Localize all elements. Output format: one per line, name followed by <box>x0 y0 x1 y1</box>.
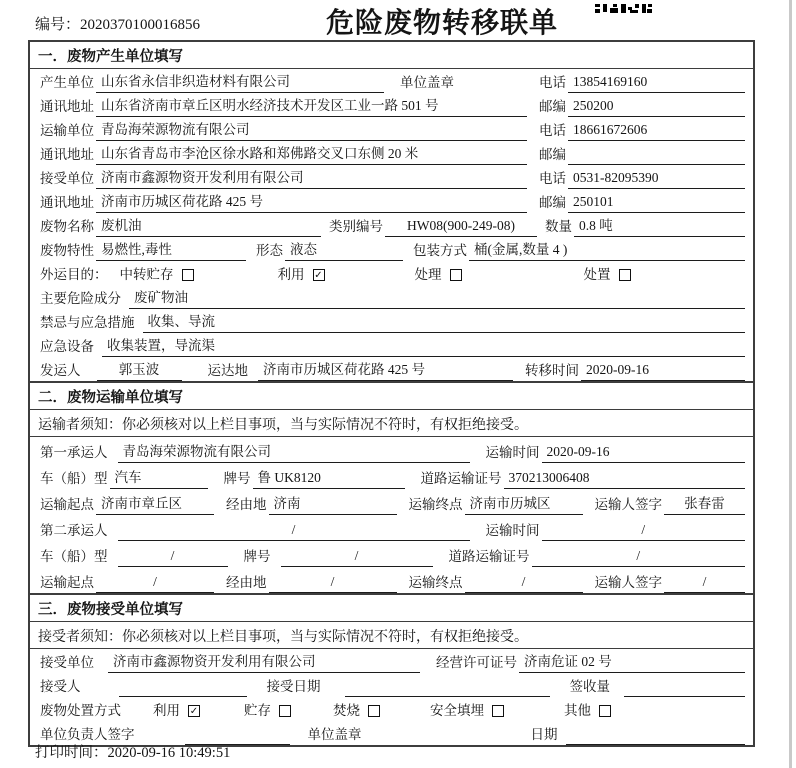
first-carrier-label: 第一承运人 <box>40 445 108 460</box>
producer-unit-value: 山东省永信非织造材料有限公司 <box>96 70 384 93</box>
receiver-person-row <box>30 673 753 697</box>
consignor-row <box>30 357 753 381</box>
waste-name-value: 废机油 <box>96 214 321 237</box>
plate1-label: 牌号 <box>223 471 251 486</box>
purpose-treat-label: 处理 <box>414 267 442 282</box>
transfer-purpose-label: 外运目的： <box>40 267 108 282</box>
origin1-label: 运输起点 <box>40 497 94 512</box>
receiver-zip-label: 邮编 <box>539 195 566 210</box>
second-carrier-row <box>30 515 753 541</box>
vehicle1-value: 汽车 <box>110 466 208 489</box>
emergency-equipment-label: 应急设备 <box>40 339 94 354</box>
road-permit2-label: 道路运输证号 <box>448 549 530 564</box>
disposal-landfill-label: 安全填埋 <box>430 703 484 718</box>
transfer-time-value: 2020-09-16 <box>581 362 745 381</box>
unit-seal-label: 单位盖章 <box>400 75 454 90</box>
receiving-unit-value: 济南市鑫源物资开发利用有限公司 <box>108 650 420 673</box>
receiving-unit-label: 接受单位 <box>40 655 94 670</box>
license-no-value: 济南危证 02 号 <box>519 650 745 673</box>
quantity-value: 0.8 吨 <box>574 214 745 237</box>
transporter-zip-value <box>568 162 745 165</box>
purpose-treat-checkbox <box>450 269 462 281</box>
sign2-value: / <box>664 574 745 593</box>
route1-row <box>30 489 753 515</box>
disposal-storage-label: 贮存 <box>244 703 271 718</box>
road-permit1-label: 道路运输证号 <box>420 471 502 486</box>
purpose-utilize-checkbox: ✓ <box>314 270 323 281</box>
form-state-value: 液态 <box>285 238 403 261</box>
destination-label: 运达地 <box>207 363 248 378</box>
terminal1-label: 运输终点 <box>408 497 463 512</box>
transfer-purpose-row <box>30 261 753 285</box>
disposal-other-checkbox <box>599 705 611 717</box>
purpose-option-dispose <box>582 263 631 285</box>
transport-time1-value: 2020-09-16 <box>542 444 746 463</box>
producer-address-value: 山东省济南市章丘区明水经济技术开发区工业一路 501 号 <box>96 94 527 117</box>
transfer-time-label: 转移时间 <box>525 363 579 378</box>
disposal-storage-checkbox <box>279 705 291 717</box>
document-header <box>0 0 796 40</box>
purpose-option-treat <box>413 263 462 285</box>
sign2-label: 运输人签字 <box>594 575 662 590</box>
print-time-value: 2020-09-16 10:49:51 <box>107 745 231 761</box>
plate1-value: 鲁 UK8120 <box>253 466 405 489</box>
purpose-dispose-checkbox <box>619 269 631 281</box>
producer-address-row <box>30 93 753 117</box>
receiver-address-label: 通讯地址 <box>40 195 94 210</box>
packing-value: 桶(金属,数量 4 ) <box>469 238 745 261</box>
receiver-person-value <box>119 694 247 697</box>
taboo-label: 禁忌与应急措施 <box>40 315 135 330</box>
origin2-value: / <box>96 574 214 593</box>
sign1-label: 运输人签字 <box>594 497 662 512</box>
vehicle2-row <box>30 541 753 567</box>
producer-zip-value: 250200 <box>568 98 745 117</box>
vehicle2-value: / <box>118 548 228 567</box>
receiver-person-label: 接受人 <box>40 679 81 694</box>
emergency-equipment-value: 收集装置，导流渠 <box>102 334 745 357</box>
terminal1-value: 济南市历城区 <box>465 492 583 515</box>
receiver-address-value: 济南市历城区荷花路 425 号 <box>96 190 527 213</box>
producer-unit-label: 产生单位 <box>40 75 94 90</box>
via1-label: 经由地 <box>226 497 267 512</box>
document-number <box>35 13 200 34</box>
purpose-transfer-storage-label: 中转贮存 <box>119 267 174 282</box>
category-no-label: 类别编号 <box>329 219 383 234</box>
via1-value: 济南 <box>269 492 397 515</box>
producer-address-label: 通讯地址 <box>40 99 94 114</box>
first-carrier-row <box>30 437 753 463</box>
vehicle1-label: 车（船）型 <box>40 471 108 486</box>
received-amount-label: 签收量 <box>569 679 610 694</box>
manifest-form <box>28 40 755 747</box>
via2-value: / <box>269 574 397 593</box>
purpose-option-utilize <box>276 263 325 285</box>
main-hazard-value: 废矿物油 <box>129 286 745 309</box>
producer-tel-label: 电话 <box>539 75 566 90</box>
transport-time2-label: 运输时间 <box>485 523 540 538</box>
date-label: 日期 <box>530 727 558 742</box>
waste-property-row <box>30 237 753 261</box>
main-hazard-row <box>30 285 753 309</box>
road-permit1-value: 370213006408 <box>504 470 746 489</box>
receiver-tel-label: 电话 <box>539 171 566 186</box>
taboo-row <box>30 309 753 333</box>
disposal-utilize-label: 利用 <box>153 703 180 718</box>
license-no-label: 经营许可证号 <box>436 655 517 670</box>
disposal-option-utilize <box>151 699 200 721</box>
purpose-utilize-label: 利用 <box>277 267 305 282</box>
receiver-zip-value: 250101 <box>568 194 745 213</box>
unit-seal2-label: 单位盖章 <box>307 727 362 742</box>
receiver-unit-label: 接受单位 <box>40 171 94 186</box>
section2-header: 二．废物运输单位填写 <box>30 381 753 410</box>
disposal-landfill-checkbox <box>492 705 504 717</box>
page-title: 危险废物转移联单 <box>325 7 559 38</box>
producer-zip-label: 邮编 <box>539 99 566 114</box>
disposal-other-label: 其他 <box>564 703 591 718</box>
disposal-option-other <box>562 699 611 721</box>
route2-row <box>30 567 753 593</box>
waste-property-label: 废物特性 <box>40 243 94 258</box>
transporter-address-label: 通讯地址 <box>40 147 94 162</box>
receiver-unit-value: 济南市鑫源物资开发利用有限公司 <box>96 166 527 189</box>
plate2-label: 牌号 <box>243 549 271 564</box>
page-edge-shadow <box>789 0 792 768</box>
category-no-value: HW08(900-249-08) <box>385 218 537 237</box>
purpose-option-transfer-storage <box>118 263 194 285</box>
transporter-address-value: 山东省青岛市李沧区徐水路和郑佛路交叉口东侧 20 米 <box>96 142 527 165</box>
emergency-equipment-row <box>30 333 753 357</box>
received-amount-value <box>624 694 745 697</box>
section3-header: 三．废物接受单位填写 <box>30 593 753 622</box>
packing-label: 包装方式 <box>413 243 467 258</box>
quantity-label: 数量 <box>545 219 572 234</box>
disposal-utilize-checkbox: ✓ <box>189 706 199 717</box>
producer-unit-row <box>30 69 753 93</box>
terminal2-label: 运输终点 <box>408 575 463 590</box>
vehicle1-row <box>30 463 753 489</box>
road-permit2-value: / <box>532 548 746 567</box>
receive-date-value <box>345 694 550 697</box>
purpose-dispose-label: 处置 <box>583 267 611 282</box>
transporter-notice: 运输者须知：你必须核对以上栏目事项，当与实际情况不符时，有权拒绝接受。 <box>30 410 753 437</box>
waste-name-label: 废物名称 <box>40 219 94 234</box>
date-value <box>566 742 746 745</box>
disposal-method-label: 废物处置方式 <box>40 703 121 718</box>
consignor-value: 郭玉波 <box>97 358 182 381</box>
second-carrier-label: 第二承运人 <box>40 523 108 538</box>
disposal-option-incinerate <box>331 699 380 721</box>
transporter-unit-row <box>30 117 753 141</box>
disposal-option-storage <box>242 699 291 721</box>
receive-date-label: 接受日期 <box>266 679 321 694</box>
receiver-tel-value: 0531-82095390 <box>568 170 745 189</box>
origin1-value: 济南市章丘区 <box>96 492 214 515</box>
transport-time1-label: 运输时间 <box>485 445 540 460</box>
disposal-incinerate-checkbox <box>368 705 380 717</box>
receiver-unit-row <box>30 165 753 189</box>
plate2-value: / <box>281 548 433 567</box>
document-number-value: 2020370100016856 <box>80 17 201 33</box>
terminal2-value: / <box>465 574 583 593</box>
transport-time2-value: / <box>542 522 746 541</box>
form-state-label: 形态 <box>256 243 283 258</box>
transporter-tel-value: 18661672606 <box>568 122 745 141</box>
vehicle2-label: 车（船）型 <box>40 549 108 564</box>
transporter-tel-label: 电话 <box>539 123 566 138</box>
transporter-unit-label: 运输单位 <box>40 123 94 138</box>
consignor-label: 发运人 <box>40 363 81 378</box>
second-carrier-value: / <box>118 522 470 541</box>
receiver-notice: 接受者须知：你必须核对以上栏目事项，当与实际情况不符时，有权拒绝接受。 <box>30 622 753 649</box>
disposal-option-landfill <box>428 699 504 721</box>
print-time-label: 打印时间： <box>35 745 108 761</box>
document-number-label: 编号： <box>35 17 81 33</box>
main-hazard-label: 主要危险成分 <box>40 291 121 306</box>
sign1-value: 张春雷 <box>664 492 745 515</box>
producer-tel-value: 13854169160 <box>568 74 745 93</box>
receiving-unit-row <box>30 649 753 673</box>
head-signature-label: 单位负责人签字 <box>40 727 135 742</box>
transporter-address-row <box>30 141 753 165</box>
first-carrier-value: 青岛海荣源物流有限公司 <box>118 440 470 463</box>
destination-value: 济南市历城区荷花路 425 号 <box>258 358 513 381</box>
transporter-unit-value: 青岛海荣源物流有限公司 <box>96 118 527 141</box>
disposal-incinerate-label: 焚烧 <box>333 703 360 718</box>
qr-code-fragment <box>595 0 652 18</box>
purpose-transfer-storage-checkbox <box>182 269 194 281</box>
print-time <box>35 741 230 762</box>
origin2-label: 运输起点 <box>40 575 94 590</box>
section1-header: 一．废物产生单位填写 <box>30 42 753 69</box>
waste-name-row <box>30 213 753 237</box>
waste-property-value: 易燃性,毒性 <box>96 238 246 261</box>
taboo-value: 收集、导流 <box>143 310 746 333</box>
transporter-zip-label: 邮编 <box>539 147 566 162</box>
disposal-method-row <box>30 697 753 721</box>
via2-label: 经由地 <box>226 575 267 590</box>
receiver-address-row <box>30 189 753 213</box>
